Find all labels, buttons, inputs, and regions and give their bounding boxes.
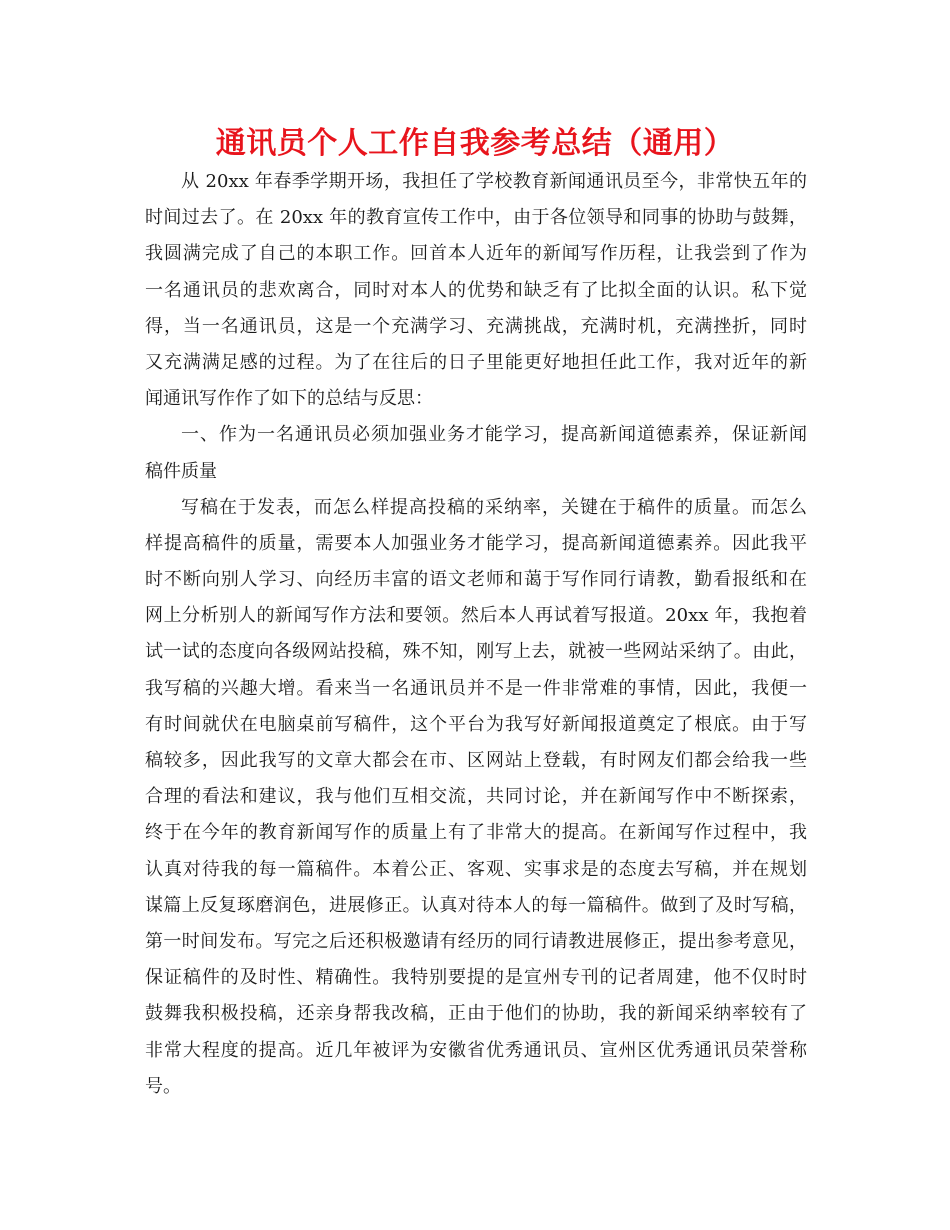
- paragraph-line: 终于在今年的教育新闻写作的质量上有了非常大的提高。在新闻写作过程中，我: [145, 822, 807, 844]
- section-heading-line: 一、作为一名通讯员必须加强业务才能学习，提高新闻道德素养，保证新闻: [181, 424, 807, 446]
- paragraph-line: 保证稿件的及时性、精确性。我特别要提的是宣州专刊的记者周建，他不仅时时: [145, 967, 807, 989]
- paragraph-line: 我圆满完成了自己的本职工作。回首本人近年的新闻写作历程，让我尝到了作为: [145, 243, 807, 265]
- paragraph-line: 合理的看法和建议，我与他们互相交流，共同讨论，并在新闻写作中不断探索，: [145, 786, 807, 808]
- paragraph-line: 时间过去了。在 20xx 年的教育宣传工作中，由于各位领导和同事的协助与鼓舞，: [145, 207, 807, 229]
- paragraph-line: 时不断向别人学习、向经历丰富的语文老师和蔼于写作同行请教，勤看报纸和在: [145, 569, 807, 591]
- document-body: [145, 164, 807, 1105]
- paragraph-line: 试一试的态度向各级网站投稿，殊不知，刚写上去，就被一些网站采纳了。由此，: [145, 641, 807, 663]
- paragraph-line: 我写稿的兴趣大增。看来当一名通讯员并不是一件非常难的事情，因此，我便一: [145, 677, 807, 699]
- document-title: 通讯员个人工作自我参考总结（通用）: [215, 126, 735, 161]
- paragraph-line: 又充满满足感的过程。为了在往后的日子里能更好地担任此工作，我对近年的新: [145, 351, 807, 373]
- paragraph-line: 稿较多，因此我写的文章大都会在市、区网站上登载，有时网友们都会给我一些: [145, 750, 807, 771]
- paragraph-line: 闻通讯写作作了如下的总结与反思：: [145, 388, 433, 410]
- paragraph-line: 认真对待我的每一篇稿件。本着公正、客观、实事求是的态度去写稿，并在规划: [145, 858, 807, 880]
- paragraph-line: 一名通讯员的悲欢离合，同时对本人的优势和缺乏有了比拟全面的认识。私下觉: [145, 279, 807, 301]
- section-heading-line: 稿件质量: [145, 460, 217, 482]
- paragraph-line: 谋篇上反复琢磨润色，进展修正。认真对待本人的每一篇稿件。做到了及时写稿，: [145, 894, 807, 916]
- paragraph-line: 样提高稿件的质量，需要本人加强业务才能学习，提高新闻道德素养。因此我平: [145, 532, 807, 554]
- paragraph-line: 有时间就伏在电脑桌前写稿件，这个平台为我写好新闻报道奠定了根底。由于写: [145, 713, 807, 735]
- paragraph-line: 非常大程度的提高。近几年被评为安徽省优秀通讯员、宣州区优秀通讯员荣誉称: [145, 1039, 807, 1061]
- paragraph-line: 得，当一名通讯员，这是一个充满学习、充满挑战，充满时机，充满挫折，同时: [145, 315, 807, 337]
- paragraph-line: 号。: [145, 1075, 181, 1097]
- paragraph-line: 网上分析别人的新闻写作方法和要领。然后本人再试着写报道。20xx 年，我抱着: [145, 605, 807, 627]
- paragraph-line: 写稿在于发表，而怎么样提高投稿的采纳率，关键在于稿件的质量。而怎么: [181, 496, 807, 518]
- paragraph-line: 鼓舞我积极投稿，还亲身帮我改稿，正由于他们的协助，我的新闻采纳率较有了: [145, 1003, 807, 1025]
- paragraph-line: 第一时间发布。写完之后还积极邀请有经历的同行请教进展修正，提出参考意见，: [145, 930, 807, 952]
- paragraph-line: 从 20xx 年春季学期开场，我担任了学校教育新闻通讯员至今，非常快五年的: [181, 171, 807, 192]
